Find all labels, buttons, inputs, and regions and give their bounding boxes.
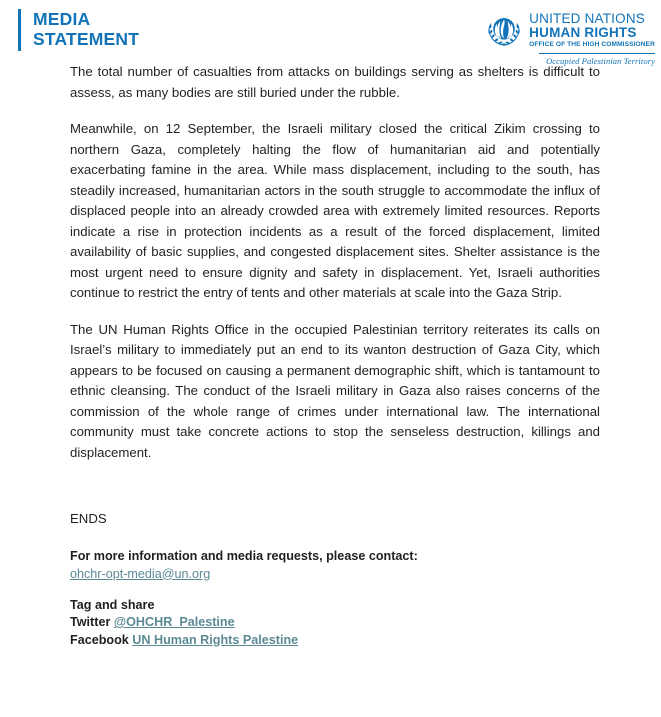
- document-header: [0, 0, 661, 66]
- facebook-label: Facebook: [70, 632, 129, 647]
- body-paragraph: Meanwhile, on 12 September, the Israeli military closed the critical Zikim crossing to northern Gaza, completely halting the flow of humanitarian aid and potentially exacerbating famine in the area. While mass displacement, including to the south, has steadily increased, humanitarian actors in the south struggle to accommodate the influx of displaced people into an already crowded area with extremely limited resources. Reports indicate a rise in protection incidents as a result of the forced displacement, limited availability of basic supplies, and congested displacement sites. Shelter assistance is the most urgent need to ensure dignity and safety in displacement. Yet, Israeli authorities continue to restrict the entry of tents and other materials at scale into the Gaza Strip.: [70, 121, 600, 300]
- facebook-line: [70, 632, 600, 650]
- tag-and-share-block: [70, 597, 600, 650]
- page-title: [33, 9, 139, 49]
- tag-spacer: [70, 583, 600, 597]
- facebook-page-link[interactable]: UN Human Rights Palestine: [132, 632, 299, 647]
- logo-text-block: [529, 12, 655, 49]
- header-accent-bar: [18, 9, 21, 51]
- twitter-handle-link[interactable]: @OHCHR_Palestine: [113, 615, 235, 629]
- logo-territory-subtitle: Occupied Palestinian Territory: [546, 56, 655, 66]
- body-paragraph: The total number of casualties from attacks on buildings serving as shelters is difficult to assess, as many bodies are still buried under the rubble.: [70, 64, 600, 100]
- logo-human-rights: HUMAN RIGHTS: [529, 25, 637, 41]
- media-statement-title-block: [18, 9, 139, 51]
- section-spacer: [70, 463, 600, 509]
- ends-label: ENDS: [70, 511, 107, 526]
- contact-email-link[interactable]: ohchr-opt-media@un.org: [70, 566, 211, 581]
- logo-divider: [539, 53, 655, 54]
- tag-and-share-heading: Tag and share: [70, 597, 155, 612]
- body-paragraph: The UN Human Rights Office in the occupied Palestinian territory reiterates its calls on Israel’s military to immediately put an end to its wanton destruction of Gaza City, which appears to be focused on causing a permanent demographic shift, which is tantamount to ethnic cleansing. The conduct of the Israeli military in Gaza also raises concerns of the commission of the whole range of crimes under international law. The international community must take concrete actions to stop the senseless destruction, killings and displacement.: [70, 321, 600, 460]
- logo-row: [484, 10, 655, 50]
- page-title-line1: MEDIA: [33, 9, 91, 29]
- logo-office-high-commissioner: OFFICE OF THE HIGH COMMISSIONER: [529, 40, 655, 48]
- twitter-label: Twitter: [70, 615, 111, 629]
- ohchr-logo-block: [484, 10, 655, 66]
- document-body: [0, 62, 661, 649]
- contact-heading: For more information and media requests, please contact:: [70, 548, 418, 563]
- ohchr-emblem-icon: [484, 10, 524, 50]
- twitter-line: [70, 614, 600, 632]
- logo-united-nations: UNITED NATIONS: [529, 10, 645, 26]
- page-title-line2: STATEMENT: [33, 29, 140, 49]
